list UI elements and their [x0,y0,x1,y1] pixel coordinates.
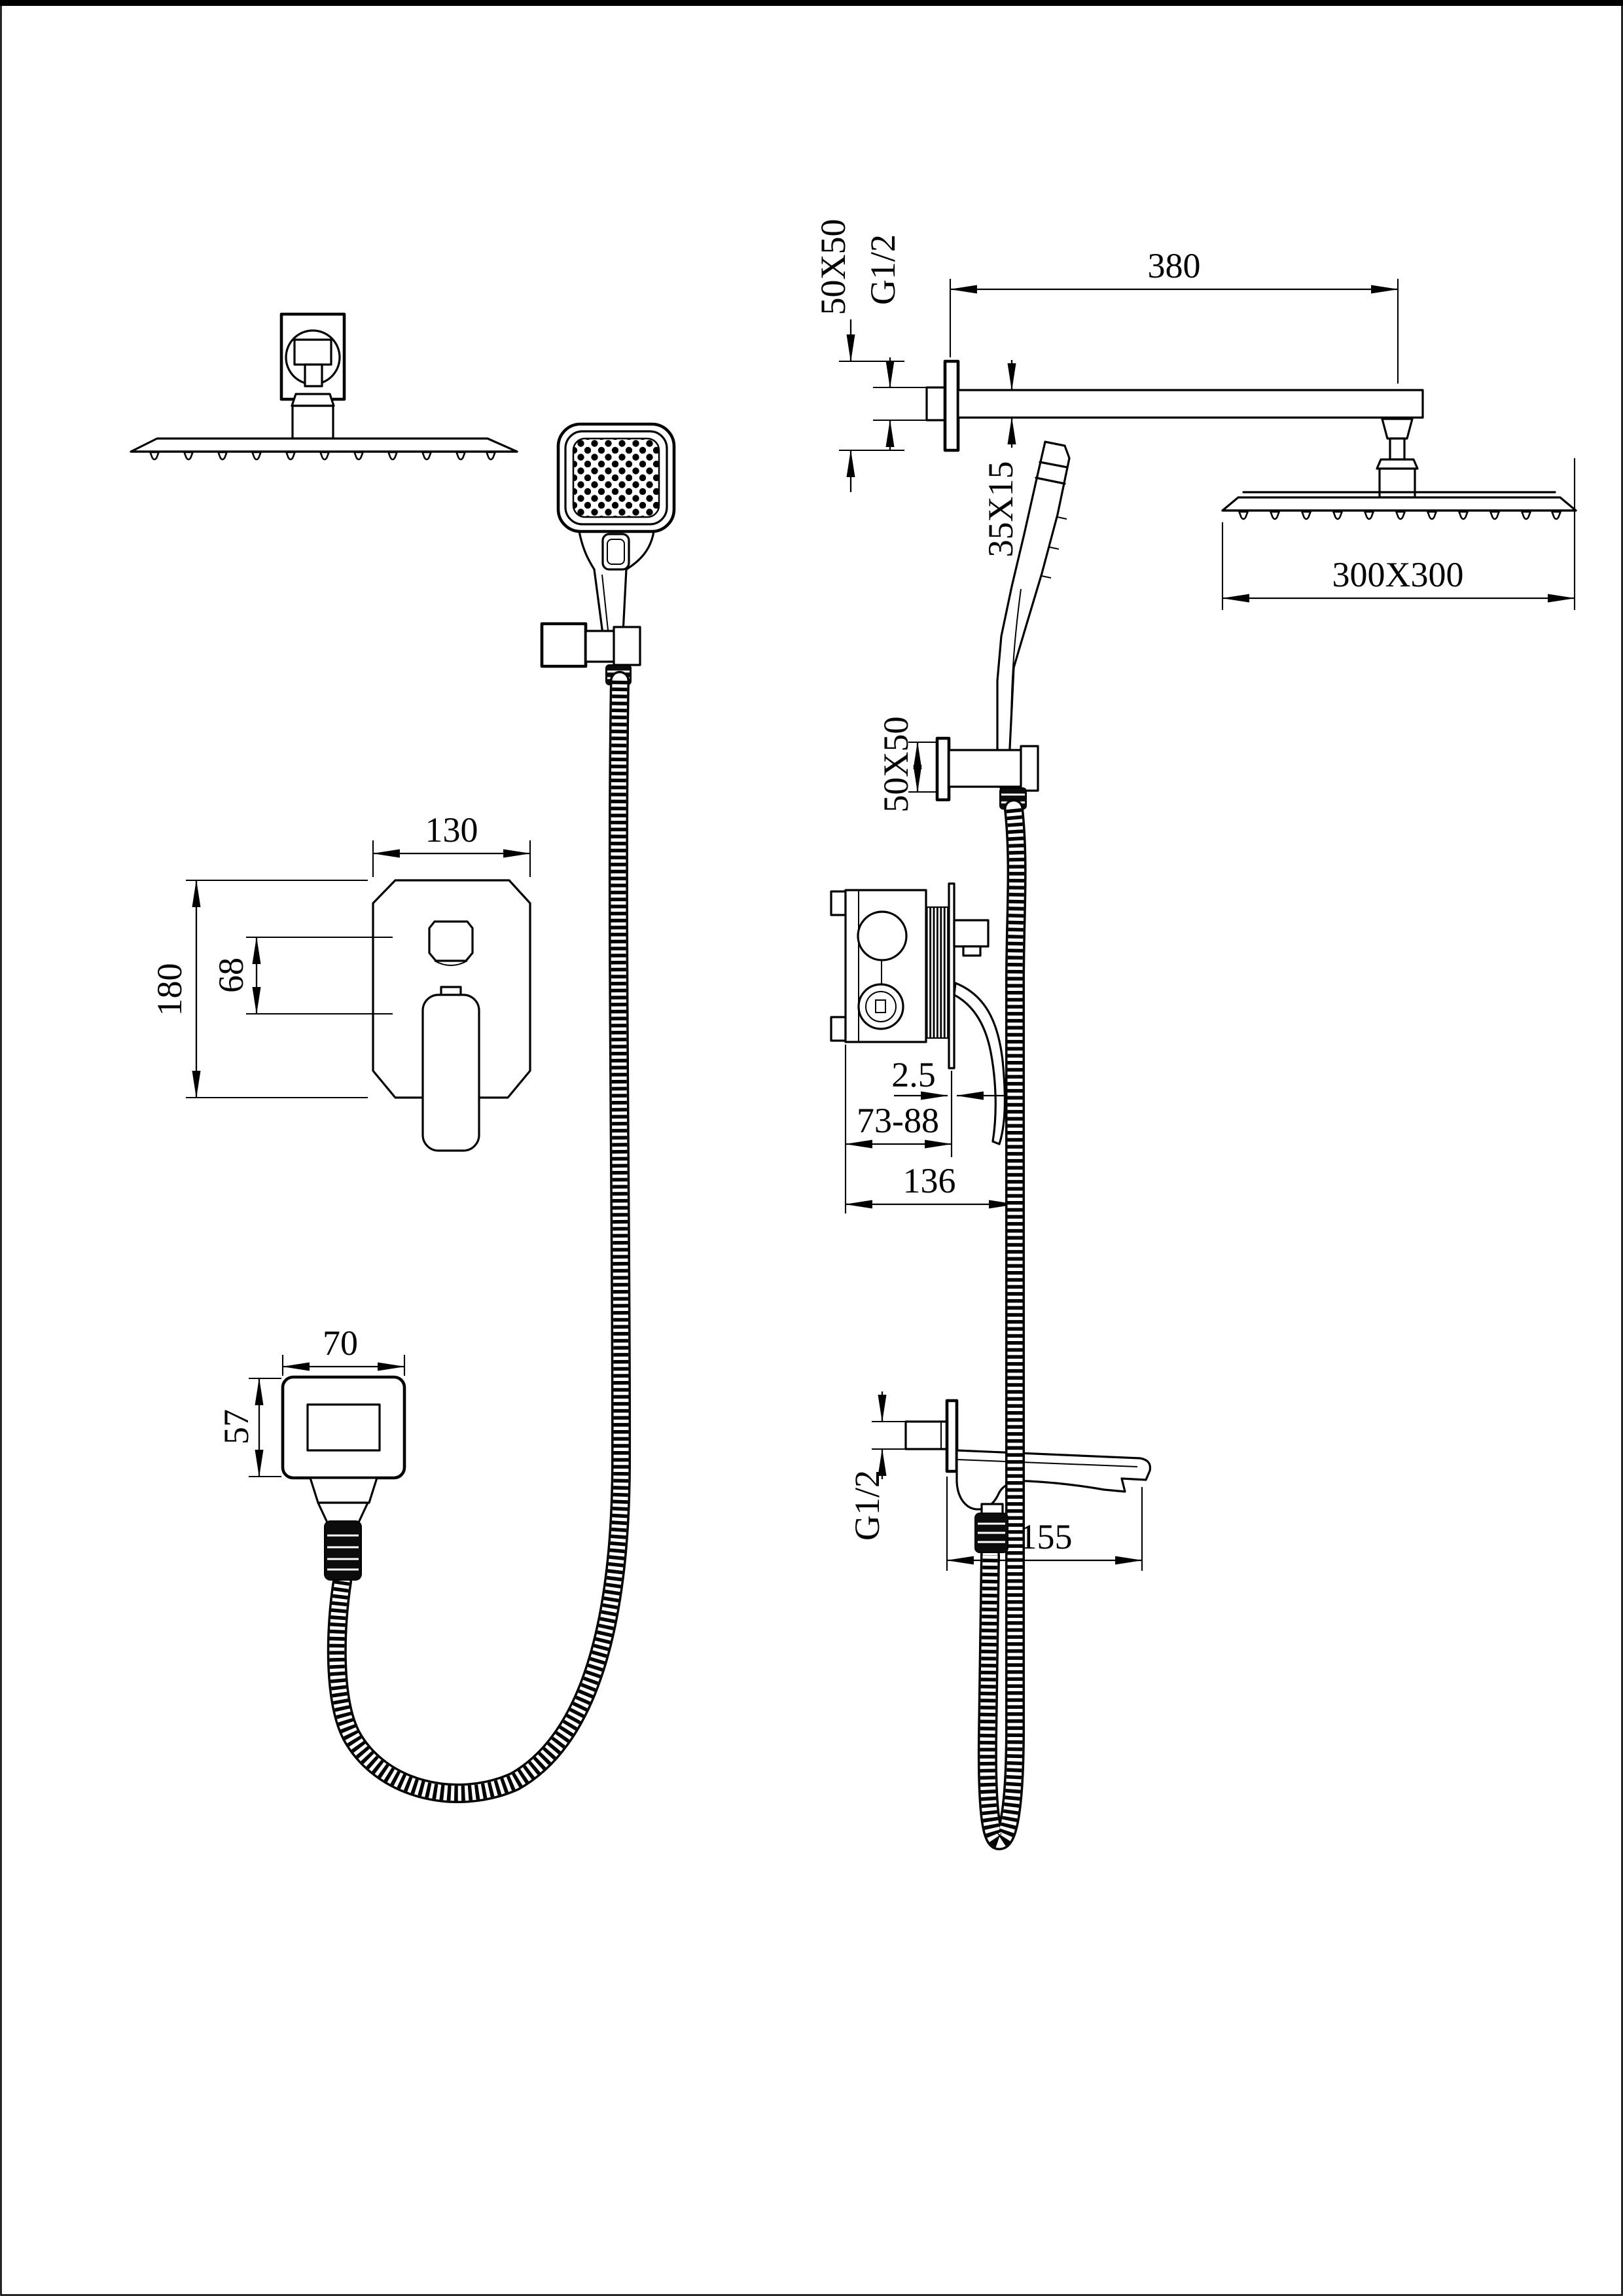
dim-bracket-label: 50X50 [876,716,916,813]
head-plate [131,439,517,452]
arm-wall-flange [945,361,958,450]
shower-hose-left [337,681,621,1793]
elbow-hose-nut [325,1521,361,1580]
arm-ball-nut [1382,419,1412,439]
head-hub [293,406,333,439]
dim-embed-depth-label: 73-88 [857,1101,939,1140]
hand-shower-front-view [542,424,674,685]
mixer-lever-side [954,983,1005,1144]
spout-escutcheon [947,1401,957,1471]
head-nozzles [151,452,495,459]
wall-arm-assembly [813,219,1576,611]
spray-face [573,439,659,517]
trim-plate-edge [949,884,954,1068]
diverter-button [429,922,473,961]
dim-spout-thread-label: G1/2 [847,1470,887,1541]
tub-spout-body [957,1450,1150,1509]
dim-head-size-label: 300X300 [1332,555,1464,594]
ball-joint-stem [305,365,322,386]
dim-mixer-height-label: 180 [149,963,189,1016]
diverter-knob-side [954,920,988,946]
dim-arm-flange-label: 50X50 [813,219,853,315]
dim-plate-thickness-label: 2.5 [891,1055,936,1094]
head-collar [292,394,334,406]
spout-hose-nut [975,1513,1008,1552]
threaded-sleeve [926,907,949,1038]
hand-shower-bracket-plate [542,624,586,666]
hand-shower-holder [614,627,640,665]
dim-total-depth-label: 136 [902,1161,956,1200]
rain-head-plate [1222,497,1576,511]
dim-elbow-height-label: 57 [216,1409,256,1444]
ceiling-shower-head-view [131,314,517,459]
rain-head-nozzles [1240,512,1561,519]
dim-arm-thread-label: G1/2 [863,234,902,305]
dim-elbow-width-label: 70 [323,1323,358,1363]
dim-mixer-width-label: 130 [425,810,478,850]
mixer-handle [423,995,479,1151]
dim-mixer-spacing-label: 68 [211,958,251,993]
ball-joint-band [294,340,331,365]
bracket-holder [1021,746,1038,791]
dim-spout-length-label: 155 [1019,1517,1073,1556]
elbow-port [308,1405,380,1450]
hand-shower-side-view [876,442,1069,813]
shower-arm [958,390,1423,418]
bracket-arm [949,750,1022,787]
page-border [1,1,1622,2295]
bracket-flange [937,738,949,800]
inlet-port-top [858,912,906,960]
dim-arm-length-label: 380 [1147,246,1201,285]
mixer-front-view [150,810,530,1151]
wall-outlet-elbow-view [217,1323,404,1522]
arm-ball-neck [1390,439,1404,459]
shower-hose-right [988,809,1017,1840]
arm-pipe-nipple [927,387,945,420]
dim-arm-section-label: 35X15 [980,461,1020,558]
mixer-side-view [831,884,1016,1215]
